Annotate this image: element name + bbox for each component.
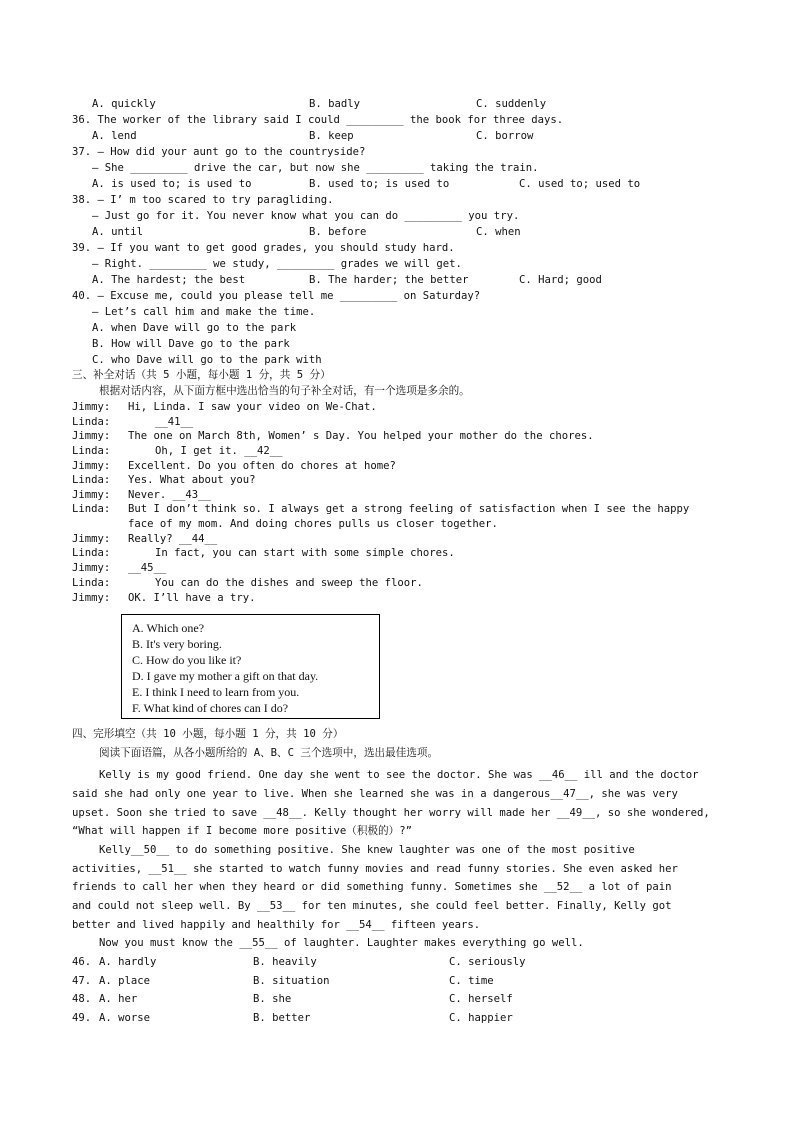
section4-instruction: 阅读下面语篇，从各小题所给的 A、B、C 三个选项中，选出最佳选项。 (99, 747, 439, 759)
passage-line: Kelly is my good friend. One day she went to see the doctor. She was __46__ ill and the doctor (99, 769, 699, 781)
dialogue-text: Never. __43__ (128, 489, 211, 501)
option-c: C. How do you like it? (132, 653, 242, 667)
dialogue-text: Hi, Linda. I saw your video on We-Chat. (128, 401, 377, 413)
cloze-option-c: C. time (449, 975, 494, 987)
dialogue-speaker: Jimmy: (72, 562, 111, 574)
dialogue-text: face of my mom. And doing chores pulls us closer together. (128, 518, 498, 530)
question-number: 47. (72, 975, 92, 987)
option-a: A. Which one? (132, 621, 205, 635)
passage-line: upset. Soon she tried to save __48__. Kelly thought her worry will made her __49__, so she wondered, (72, 807, 710, 819)
dialogue-text: The one on March 8th, Women’ s Day. You helped your mother do the chores. (128, 430, 594, 442)
q37-option-b: B. used to; is used to (309, 178, 450, 190)
dialogue-speaker: Linda: (72, 416, 111, 428)
section3-title: 三、补全对话（共 5 小题，每小题 1 分，共 5 分） (72, 369, 331, 381)
dialogue-text: Yes. What about you? (128, 474, 256, 486)
passage-line: better and lived happily and healthily for __54__ fifteen years. (72, 919, 481, 931)
cloze-option-a: A. worse (99, 1012, 151, 1024)
option-f: F. What kind of chores can I do? (132, 701, 289, 715)
options-box (121, 614, 380, 719)
dialogue-text: Excellent. Do you often do chores at home? (128, 460, 396, 472)
dialogue-text: But I don’t think so. I always get a strong feeling of satisfaction when I see the happy (128, 503, 690, 515)
question-number: 48. (72, 993, 92, 1005)
passage-line: “What will happen if I become more positive（积极的）?” (72, 825, 412, 837)
section4-title: 四、完形填空（共 10 小题，每小题 1 分，共 10 分） (72, 728, 344, 740)
q35-option-b: B. badly (309, 98, 361, 110)
q36-stem: 36. The worker of the library said I could _________ the book for three days. (72, 114, 564, 126)
passage-line: Now you must know the __55__ of laughter. Laughter makes everything go well. (99, 937, 584, 949)
dialogue-speaker: Jimmy: (72, 489, 111, 501)
passage-line: and could not sleep well. By __53__ for ten minutes, she could feel better. Finally, Kelly got (72, 900, 672, 912)
q38-option-a: A. until (92, 226, 144, 238)
passage-line: Kelly__50__ to do something positive. She knew laughter was one of the most positive (99, 844, 635, 856)
q37-stem: 37. — How did your aunt go to the countryside? (72, 146, 366, 158)
q38-option-b: B. before (309, 226, 367, 238)
q35-option-a: A. quickly (92, 98, 156, 110)
passage-line: activities, __51__ she started to watch funny movies and read funny stories. She even asked her (72, 863, 678, 875)
dialogue-speaker: Linda: (72, 445, 111, 457)
blank-41: __41__ (155, 416, 194, 428)
cloze-option-a: A. hardly (99, 956, 157, 968)
q38-option-c: C. when (476, 226, 521, 238)
option-e: E. I think I need to learn from you. (132, 685, 300, 699)
dialogue-speaker: Jimmy: (72, 592, 111, 604)
q40-stem: 40. — Excuse me, could you please tell me _________ on Saturday? (72, 290, 481, 302)
cloze-option-a: A. place (99, 975, 151, 987)
q38-stem: 38. — I’ m too scared to try paragliding. (72, 194, 334, 206)
cloze-option-c: C. happier (449, 1012, 513, 1024)
q39-option-a: A. The hardest; the best (92, 274, 246, 286)
dialogue-speaker: Linda: (72, 547, 111, 559)
cloze-option-a: A. her (99, 993, 138, 1005)
option-d: D. I gave my mother a gift on that day. (132, 669, 319, 683)
cloze-option-c: C. seriously (449, 956, 526, 968)
cloze-option-b: B. heavily (253, 956, 317, 968)
q36-option-a: A. lend (92, 130, 137, 142)
cloze-option-b: B. situation (253, 975, 330, 987)
section3-instruction: 根据对话内容，从下面方框中选出恰当的句子补全对话，有一个选项是多余的。 (99, 385, 470, 397)
dialogue-text: In fact, you can start with some simple chores. (155, 547, 455, 559)
q38-line2: — Just go for it. You never know what you can do _________ you try. (92, 210, 520, 222)
question-number: 49. (72, 1012, 92, 1024)
question-number: 46. (72, 956, 92, 968)
q37-option-c: C. used to; used to (519, 178, 641, 190)
dialogue-speaker: Jimmy: (72, 460, 111, 472)
q40-option-b: B. How will Dave go to the park (92, 338, 290, 350)
cloze-option-c: C. herself (449, 993, 513, 1005)
cloze-option-b: B. she (253, 993, 292, 1005)
dialogue-speaker: Linda: (72, 503, 111, 515)
dialogue-speaker: Linda: (72, 474, 111, 486)
cloze-option-b: B. better (253, 1012, 311, 1024)
dialogue-text: Really? __44__ (128, 533, 218, 545)
q35-option-c: C. suddenly (476, 98, 547, 110)
q39-line2: — Right. _________ we study, _________ grades we will get. (92, 258, 462, 270)
dialogue-text: You can do the dishes and sweep the floor. (155, 577, 423, 589)
option-b: B. It's very boring. (132, 637, 222, 651)
q39-option-b: B. The harder; the better (309, 274, 469, 286)
passage-line: friends to call her when they heard or did something funny. Sometimes she __52__ a lot of pain (72, 881, 672, 893)
q36-option-b: B. keep (309, 130, 354, 142)
q40-option-a: A. when Dave will go to the park (92, 322, 297, 334)
passage-line: said she had only one year to live. When she learned she was in a dangerous__47__, she was very (72, 788, 678, 800)
q39-option-c: C. Hard; good (519, 274, 602, 286)
dialogue-speaker: Jimmy: (72, 533, 111, 545)
blank-45: __45__ (128, 562, 167, 574)
dialogue-text: OK. I’ll have a try. (128, 592, 256, 604)
q40-line2: — Let’s call him and make the time. (92, 306, 316, 318)
q40-option-c: C. who Dave will go to the park with (92, 354, 322, 366)
dialogue-speaker: Linda: (72, 577, 111, 589)
dialogue-speaker: Jimmy: (72, 430, 111, 442)
q37-option-a: A. is used to; is used to (92, 178, 252, 190)
dialogue-text: Oh, I get it. __42__ (155, 445, 283, 457)
q39-stem: 39. — If you want to get good grades, you should study hard. (72, 242, 455, 254)
q36-option-c: C. borrow (476, 130, 534, 142)
dialogue-speaker: Jimmy: (72, 401, 111, 413)
q37-line2: — She _________ drive the car, but now she _________ taking the train. (92, 162, 539, 174)
